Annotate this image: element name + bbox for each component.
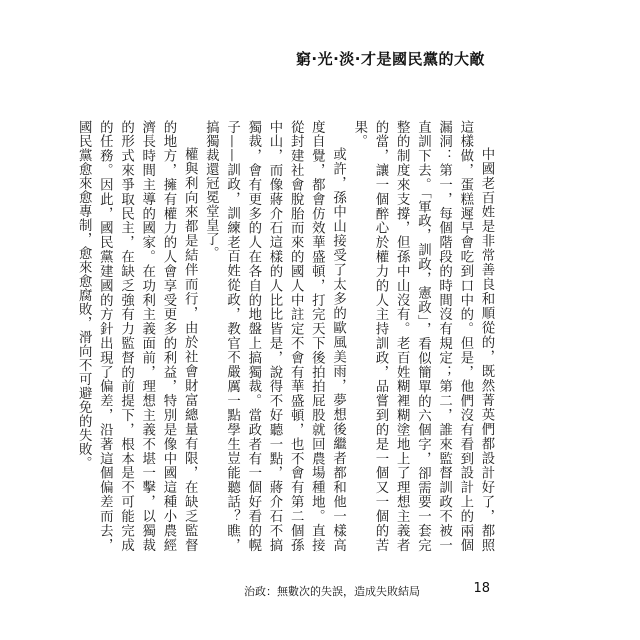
page-number: 18	[473, 581, 490, 596]
body-text	[76, 120, 497, 552]
running-footer-caption: 治政：無數次的失誤，造成失敗結局	[244, 585, 420, 598]
page-footer	[0, 580, 640, 600]
paragraph: 或許，孫中山接受了太多的歐風美雨，夢想後繼者都和他一樣高度自覺，都會仿效華盛頓，打完天下後拍拍屁股就回農場種地。直接從封建社會脫胎而來的國人中註定不會有華盛頓，也不會有第二個孫中山，而像蔣介石這樣的人比比皆是，說得不好聽一點，蔣介石不搞獨裁，會有更多的人在各自的地盤上搞獨裁。當政者有一個好看的幌子——訓政，訓練老百姓從政，教官不嚴厲一點學生豈能聽話？瞧，搞獨裁還冠冕堂皇了。	[203, 120, 346, 552]
paragraph: 權與利向來都是結伴而行，由於社會財富總量有限，在缺乏監督的地方，擁有權力的人會享受更多的利益，特別是像中國這種小農經濟長時間主導的國家。在功利主義面前，理想主義不堪一擊，以獨裁的形式來爭取民主，在缺乏強有力監督的前提下，根本是不可能完成的任務。因此，國民黨建國的方針出現了偏差，沿著這個偏差而去，國民黨愈來愈專制，愈來愈腐敗，滑向不可避免的失敗。	[76, 120, 198, 552]
paragraph: 中國老百姓是非常善良和順從的，既然菁英們都設計好了，都照這樣做，蛋糕遲早會吃到口中的。但是，他們沒有看到設計上的兩個漏洞：第一，每個階段的時間沒有規定；第二，誰來監督訓政不被一直訓下去。「軍政，訓政，憲政」，看似簡單的六個字，卻需要一套完整的制度來支撐，但孫中山沒有。老百姓糊裡糊塗地上了理想主義者的當，讓一個醉心於權力的人主持訓政，品嘗到的是一個又一個的苦果。	[351, 120, 494, 552]
chapter-title: 窮·光·淡·才是國民黨的大敵	[295, 50, 485, 68]
